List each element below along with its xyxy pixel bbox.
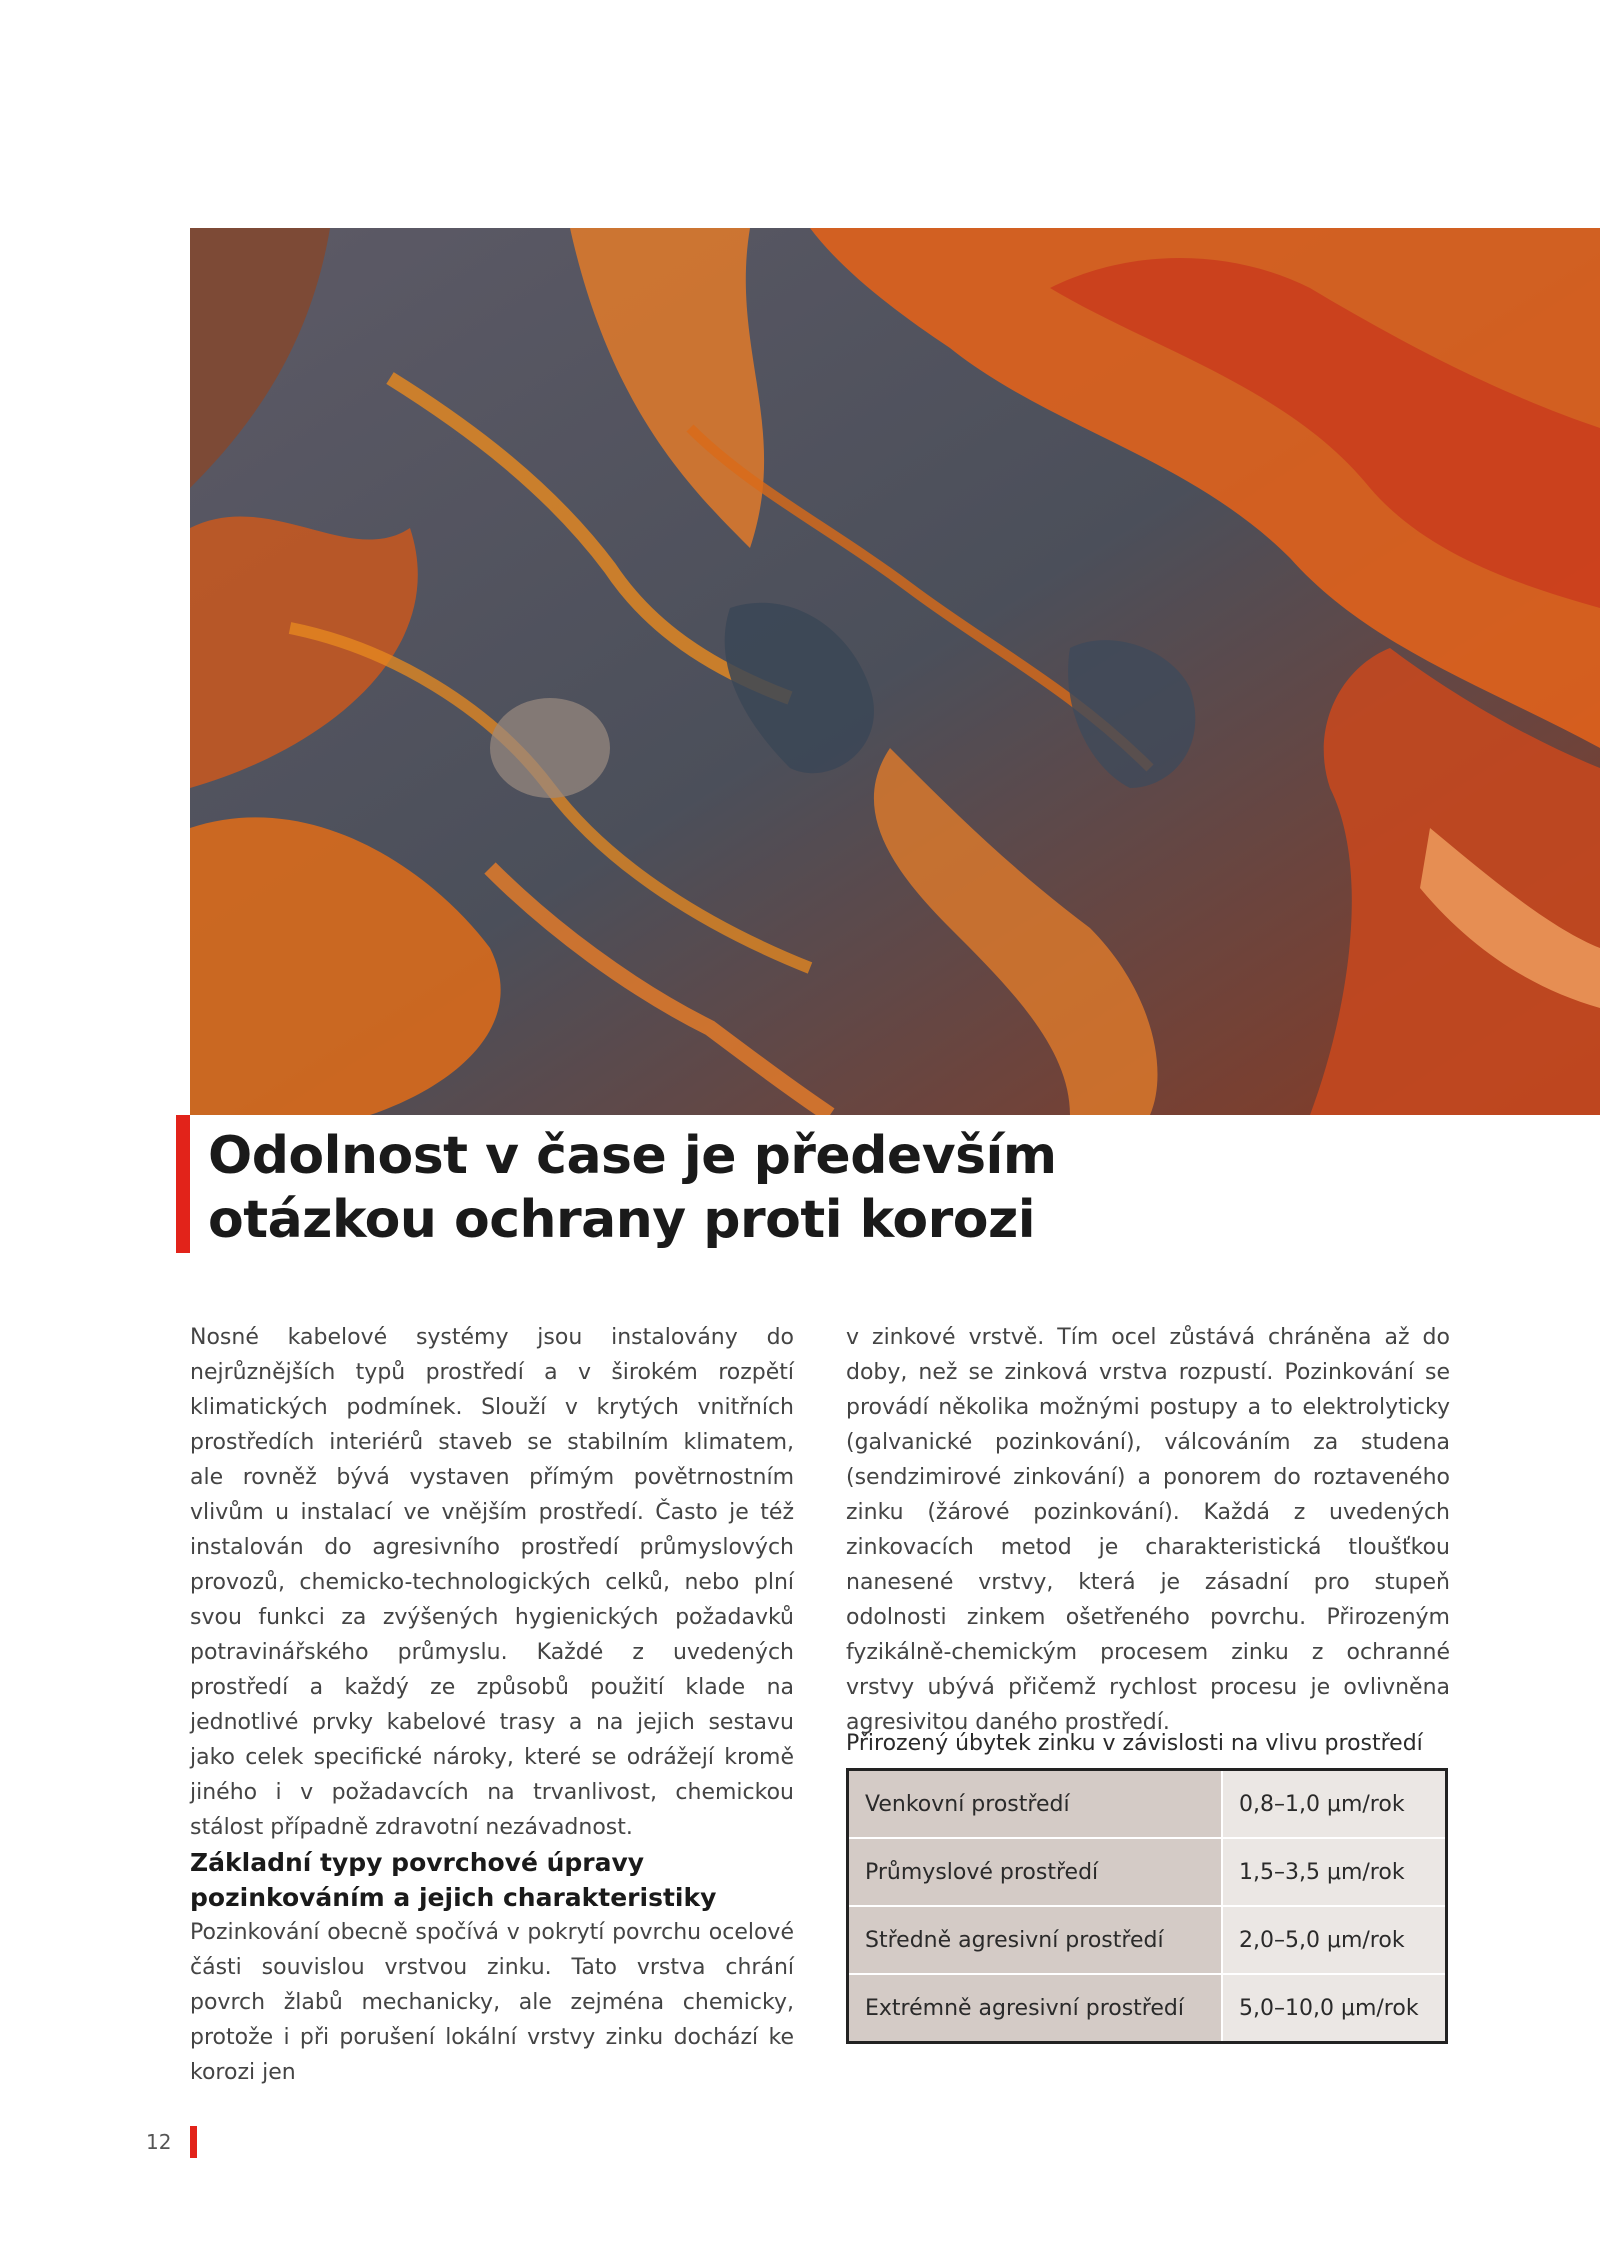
environment-cell: Venkovní prostředí <box>848 1770 1223 1839</box>
continuation-paragraph: v zinkové vrstvě. Tím ocel zůstává chráněna až do doby, než se zinková vrstva rozpustí. Pozinkování se provádí několika možnými postupy a to elektrolyticky (galvanické pozinkování), válcováním za studena (sendzimirové zinkování) a ponorem do roztaveného zinku (žárové pozinkování). Každá z uvedených zinkovacích metod je charakteristická tloušťkou nanesené vrstvy, která je zásadní pro stupeň odolnosti zinkem ošetřeného povrchu. Přirozeným fyzikálně-chemickým procesem zinku z ochranné vrstvy ubývá přičemž rychlost procesu je ovlivněna agresivitou daného prostředí. <box>846 1325 1450 1735</box>
table-caption: Přirozený úbytek zinku v závislosti na vlivu prostředí <box>846 1731 1423 1756</box>
section-subheading: Základní typy povrchové úpravy pozinkováním a jejich charakteristiky <box>190 1848 717 1912</box>
galvanizing-paragraph: Pozinkování obecně spočívá v pokrytí povrchu ocelové části souvislou vrstvou zinku. Tato vrstva chrání povrch žlabů mechanicky, ale zejména chemicky, protože i při porušení lokální vrstvy zinku dochází ke korozi jen <box>190 1920 794 2085</box>
intro-paragraph: Nosné kabelové systémy jsou instalovány do nejrůznějších typů prostředí a v širokém rozpětí klimatických podmínek. Slouží v krytých vnitřních prostředích interiérů staveb se stabilním klimatem, ale rovněž bývá vystaven přímým povětrnostním vlivům u instalací ve vnějším prostředí. Často je též instalován do agresivního prostředí průmyslových provozů, chemicko-technologických celků, nebo plní svou funkci za zvýšených hygienických požadavků potravinářského průmyslu. Každé z uvedených prostředí a každý ze způsobů použití klade na jednotlivé prvky kabelové trasy a na jejich sestavu jako celek specifické nároky, které se odrážejí kromě jiného i v požadavcích na trvanlivost, chemickou stálost případně zdravotní nezávadnost. <box>190 1325 794 1840</box>
corrosion-texture-image <box>190 228 1600 1115</box>
page-number: 12 <box>146 2130 172 2154</box>
table-row <box>848 1906 1447 1974</box>
table-row <box>848 1770 1447 1839</box>
title-accent-bar <box>176 1115 190 1253</box>
page-number-accent-bar <box>190 2126 197 2158</box>
table-row <box>848 1974 1447 2043</box>
corrosion-photo <box>190 228 1600 1115</box>
environment-cell: Průmyslové prostředí <box>848 1838 1223 1906</box>
value-cell: 0,8–1,0 μm/rok <box>1222 1770 1447 1839</box>
title-line-1: Odolnost v čase je především <box>208 1126 1057 1186</box>
left-column <box>190 1320 794 2090</box>
environment-cell: Extrémně agresivní prostředí <box>848 1974 1223 2043</box>
table-row <box>848 1838 1447 1906</box>
environment-cell: Středně agresivní prostředí <box>848 1906 1223 1974</box>
page-title <box>208 1124 1208 1252</box>
value-cell: 5,0–10,0 μm/rok <box>1222 1974 1447 2043</box>
value-cell: 1,5–3,5 μm/rok <box>1222 1838 1447 1906</box>
value-cell: 2,0–5,0 μm/rok <box>1222 1906 1447 1974</box>
right-column <box>846 1320 1450 1740</box>
zinc-loss-table <box>846 1768 1448 2044</box>
title-line-2: otázkou ochrany proti korozi <box>208 1190 1036 1250</box>
